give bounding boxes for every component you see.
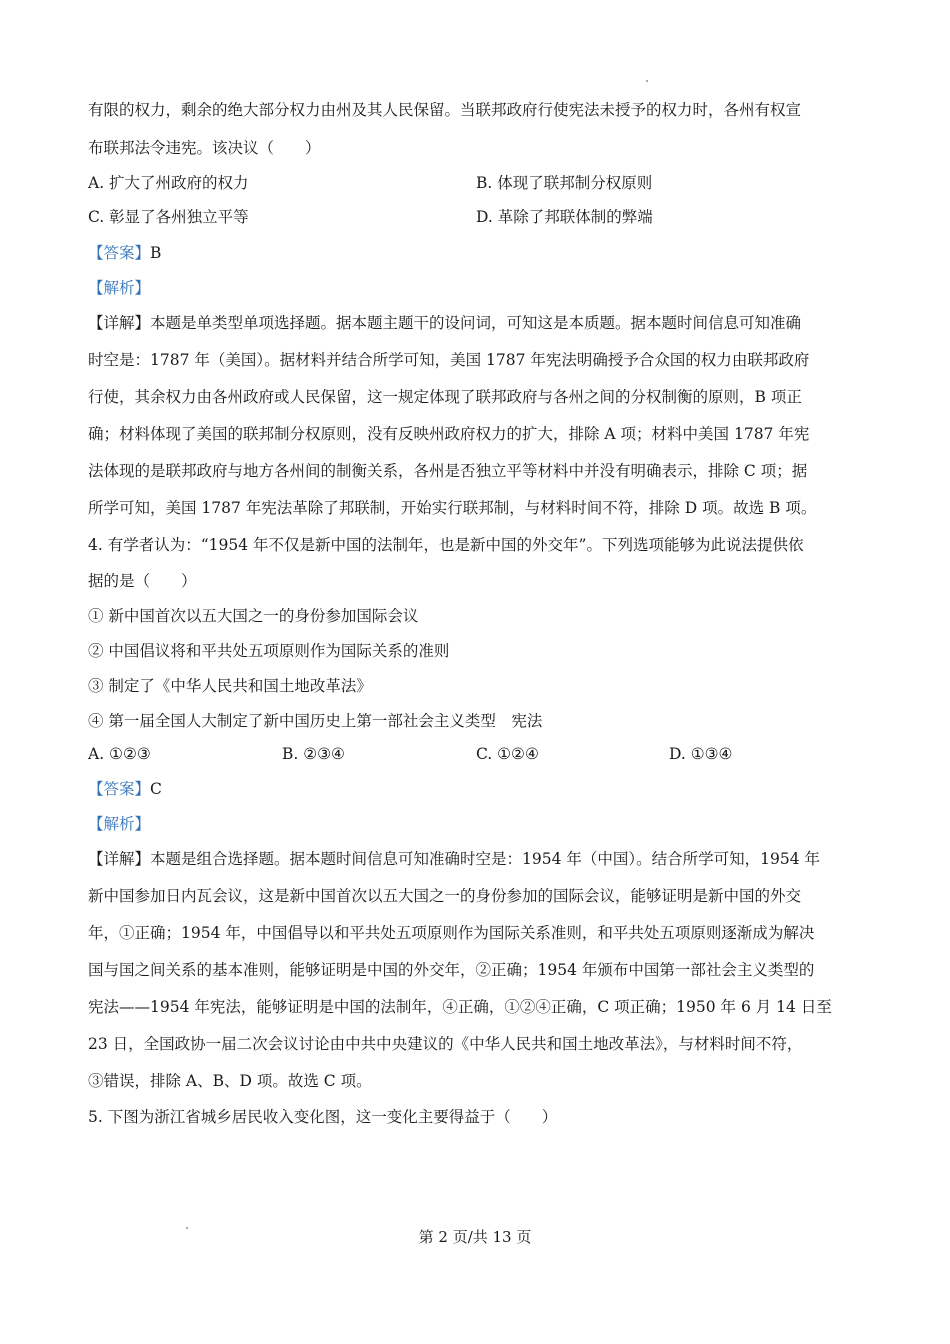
q4-stem-line1: 4. 有学者认为：“1954 年不仅是新中国的法制年，也是新中国的外交年”。下列选项能够为此说法提供依 [88,536,804,554]
q3-detail-line2: 时空是：1787 年（美国）。据材料并结合所学可知，美国 1787 年宪法明确授予合众国的权力由联邦政府 [88,351,810,369]
q4-stem-line2: 据的是（ ） [88,572,197,590]
q3-option-b: B. 体现了联邦制分权原则 [476,174,653,192]
q4-answer: C [150,780,162,798]
q3-detail-line3: 行使，其余权力由各州政府或人民保留，这一规定体现了联邦政府与各州之间的分权制衡的原则，B 项正 [88,388,802,406]
q4-option-a: A. ①②③ [88,745,151,763]
q4-item-3: ③ 制定了《中华人民共和国土地改革法》 [88,677,372,695]
q4-detail-line5: 宪法——1954 年宪法，能够证明是中国的法制年，④正确，①②④正确，C 项正确；1950 年 6 月 14 日至 [88,998,832,1016]
detail-tag: 【详解】 [88,314,151,332]
q4-item-1: ① 新中国首次以五大国之一的身份参加国际会议 [88,607,419,625]
q3-answer-line [88,243,161,263]
q4-detail-line1 [88,849,820,869]
q3-detail-text: 本题是单类型单项选择题。据本题主题干的设问词，可知这是本质题。据本题时间信息可知准确 [150,314,802,332]
q3-option-d: D. 革除了邦联体制的弊端 [476,208,653,226]
q4-detail-line7: ③错误，排除 A、B、D 项。故选 C 项。 [88,1072,372,1090]
q4-item-4: ④ 第一届全国人大制定了新中国历史上第一部社会主义类型 宪法 [88,712,543,730]
q4-detail-line4: 国与国之间关系的基本准则，能够证明是中国的外交年，②正确；1954 年颁布中国第一部社会主义类型的 [88,961,815,979]
q4-option-d: D. ①③④ [669,745,733,763]
q4-detail-line3: 年，①正确；1954 年，中国倡导以和平共处五项原则作为国际关系准则，和平共处五项原则逐渐成为解决 [88,924,815,942]
q5-stem-line1: 5. 下图为浙江省城乡居民收入变化图，这一变化主要得益于（ ） [88,1108,558,1126]
q3-answer: B [150,244,162,262]
q3-analysis-tag: 【解析】 [88,279,151,297]
q4-option-b: B. ②③④ [282,745,345,763]
q4-detail-line6: 23 日，全国政协一届二次会议讨论由中共中央建议的《中华人民共和国土地改革法》，与材料时间不符， [88,1035,803,1053]
q4-detail-line2: 新中国参加日内瓦会议，这是新中国首次以五大国之一的身份参加的国际会议，能够证明是新中国的外交 [88,887,802,905]
q3-detail-line4: 确；材料体现了美国的联邦制分权原则，没有反映州政府权力的扩大，排除 A 项；材料中美国 1787 年宪 [88,425,810,443]
q3-detail-line1 [88,313,801,333]
detail-tag: 【详解】 [88,850,151,868]
q3-option-a: A. 扩大了州政府的权力 [88,174,249,192]
q3-detail-line6: 所学可知，美国 1787 年宪法革除了邦联制，开始实行联邦制，与材料时间不符，排除 D 项。故选 B 项。 [88,499,817,517]
q3-option-c: C. 彰显了各州独立平等 [88,208,249,226]
answer-tag: 【答案】 [88,780,151,798]
q3-stem-line2: 布联邦法令违宪。该决议（ ） [88,139,321,157]
q4-detail-text: 本题是组合选择题。据本题时间信息可知准确时空是：1954 年（中国）。结合所学可知，1954 年 [150,850,821,868]
q4-answer-line [88,779,162,799]
q3-stem-line1: 有限的权力，剩余的绝大部分权力由州及其人民保留。当联邦政府行使宪法未授予的权力时，各州有权宣 [88,101,802,119]
q3-detail-line5: 法体现的是联邦政府与地方各州间的制衡关系，各州是否独立平等材料中并没有明确表示，排除 C 项；据 [88,462,808,480]
q4-item-2: ② 中国倡议将和平共处五项原则作为国际关系的准则 [88,642,450,660]
q4-analysis-tag: 【解析】 [88,815,151,833]
q4-option-c: C. ①②④ [476,745,539,763]
scan-mark [646,80,648,82]
page-footer: 第 2 页/共 13 页 [418,1228,532,1246]
answer-tag: 【答案】 [88,244,151,262]
